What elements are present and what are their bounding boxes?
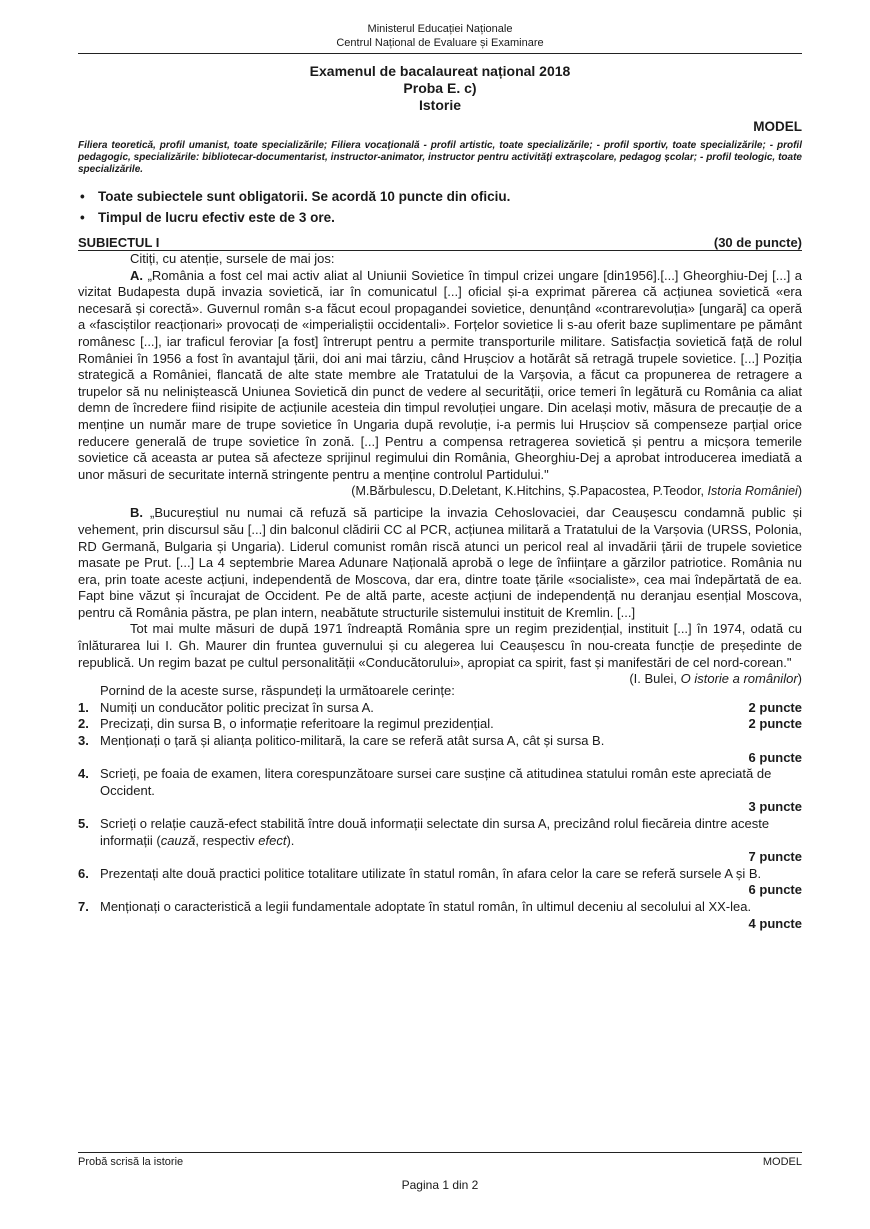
question-text	[100, 816, 802, 849]
page-number: Pagina 1 din 2	[401, 1178, 479, 1192]
question-text: Menționați o caracteristică a legii fundamentale adoptate în statul român, în ultimul deceniu al secolului al XX-lea.	[100, 898, 752, 914]
intro-text: Citiți, cu atenție, sursele de mai jos:	[130, 251, 335, 266]
source-b-author: (I. Bulei,	[629, 671, 681, 687]
ministry-name: Ministerul Educației Naționale	[367, 23, 513, 35]
header-divider	[78, 53, 802, 54]
question-text: Precizați, din sursa B, o informație referitoare la regimul prezidențial.	[100, 716, 494, 732]
filiera-text: Filiera teoretică, profil umanist, toate specializările; Filiera vocațională - profil artistic, toate specializările; - profil sportiv, toate specializările; - profil pedagogic, specializările: bibliotecar-documentarist, instructor-animator, instructor pentru activități extrașcolare, pedagog școlar; - profil teologic, toate specializările.	[78, 140, 802, 175]
center-name: Centrul Național de Evaluare și Examinare	[336, 37, 544, 49]
source-b-text2: Tot mai multe măsuri de după 1971 îndreaptă România spre un regim prezidențial, instituit [...] în 1974, odată cu înlăturarea lui I. Gh. Maurer din fruntea guvernului și cu alegerea lui Ceaușescu în nou-creata funcție de președinte de republică. Un regim bazat pe cultul personalității «Conducătorului», apropiat ca spirit, fast și manifestări de cel nord-corean."	[78, 621, 802, 670]
footer-left: Probă scrisă la istorie	[78, 1156, 184, 1168]
question-text: Numiți un conducător politic precizat în sursa A.	[100, 699, 374, 715]
question-italic-cause: cauză	[160, 832, 196, 848]
rule-item: • Timpul de lucru efectiv este de 3 ore.	[78, 207, 802, 228]
question-points: 6 puncte	[748, 749, 802, 765]
question-number: 2.	[78, 716, 89, 732]
model-label: MODEL	[753, 119, 802, 134]
rules-list	[78, 186, 802, 228]
source-a-close: )	[797, 484, 802, 499]
source-a-authors: (M.Bărbulescu, D.Deletant, K.Hitchins, Ș.Papacostea, P.Teodor,	[351, 484, 708, 499]
question-number: 1.	[78, 699, 89, 715]
question-points: 6 puncte	[748, 882, 802, 898]
question-text: Menționați o țară și alianța politico-militară, la care se referă atât sursa A, cât și sursa B.	[100, 733, 605, 749]
source-b	[78, 505, 802, 621]
exam-title: Examenul de bacalaureat național 2018	[309, 63, 571, 79]
question-item	[78, 716, 802, 733]
ministry-header	[78, 22, 802, 50]
question-italic-effect: efect	[258, 832, 287, 848]
question-text: Scrieți, pe foaia de examen, litera corespunzătoare sursei care susține că atitudinea statului român este apreciată de Occident.	[100, 766, 772, 798]
source-b-text1: „Bucureștiul nu numai că refuză să participe la invazia Cehoslovaciei, dar Ceaușescu condamnă public și vehement, prin discursul său [...] din balconul clădirii CC al PCR, acțiunea militară a Tratatului de la Varșovia (URSS, Polonia, RD Germană, Bulgaria și Ungaria). Liderul comunist român riscă atunci un pericol real al invadării țării de trupele sovietice masate pe Prut. [...] La 4 septembrie Marea Adunare Națională aprobă o lege de înființare a gărzilor patriotice. România nu era, prin toate aceste acțiuni, independentă de Moscova, dar era, dintre toate țările «socialiste», cea mai îndepărtată de ea. Fapt bine văzut și încurajat de Occident. Pe de altă parte, aceste acțiuni de independență nu deranjau esențial Moscova, pentru că România păstra, pe plan intern, neabătute structurile sistemului instituit de Kremlin. [...]	[78, 505, 802, 620]
question-item	[78, 700, 802, 717]
question-text: Prezentați alte două practici politice totalitare utilizate în statul român, în afara celor la care se referă sursele A și B.	[100, 865, 762, 881]
section-name: SUBIECTUL I	[78, 235, 160, 250]
question-item	[78, 816, 802, 849]
question-text-part: ).	[286, 832, 295, 848]
question-number: 6.	[78, 865, 89, 881]
exam-proba: Proba E. c)	[403, 80, 477, 96]
question-item	[78, 866, 802, 883]
source-a-book: Istoria României	[707, 484, 798, 499]
source-a-label: A.	[130, 267, 143, 283]
question-points: 2 puncte	[748, 699, 802, 715]
question-text-part: Scrieți o relație cauză-efect stabilită între două informații selectate din sursa A, precizând rolul fiecăreia dintre aceste informații (	[100, 816, 770, 848]
page-footer	[78, 1152, 802, 1192]
question-points: 4 puncte	[748, 915, 802, 931]
question-number: 3.	[78, 733, 89, 749]
question-points: 2 puncte	[748, 716, 802, 732]
source-a-text: „România a fost cel mai activ aliat al Uniunii Sovietice în timpul crizei ungare [din1956].[...] Gheorghiu-Dej [...] a vizitat Budapesta după invazia sovietică, iar în comunicatul [...] oficial și-a exprimat părerea că acțiunea sovietică «era necesară și corectă». Guvernul român s-a făcut ecoul propagandei sovietice, denunțând «contrarevoluția» [ungară] ca operă a «fasciștilor reacționari» provocați de «imperialiștii occidentali». Forțelor sovietice li s-au oferit baze suplimentare pe pământ românesc [...], iar traficul feroviar [a fost] întrerupt pentru a permite transporturile militare. Satisfacția sovietică față de rolul României în 1956 a fost în avantajul țării, doi ani mai târziu, când Hrușciov a hotărât să retragă trupele sovietice. [...] Poziția strategică a României, flancată de alte state membre ale Tratatului de la Varșovia, a făcut ca propunerea de retragere a trupelor să nu neliniștească Uniunea Sovietică din punct de vedere al securității, orice temeri în legătură cu România ca aliat demn de încredere fiind risipite de acțiunile acesteia din timpul revoluției ungare. Din același motiv, măsura de precauție de a menține un număr mare de trupe sovietice în Ungaria după revoluție, i-a permis lui Hrușciov să compenseze parțial orice reducere generală de trupe sovietice în zonă. [...] Pentru a compensa retragerea sovietică și pentru a micșora temerile sovietice că aceasta ar putea să afecteze sprijinul regimului din România, Gheorghiu-Dej a aprobat introducerea imediată a unor măsuri de securitate internă stringente pentru a menține controlul Partidului."	[78, 267, 802, 482]
task-intro: Pornind de la aceste surse, răspundeți la următoarele cerințe:	[100, 683, 455, 699]
rule-item: • Toate subiectele sunt obligatorii. Se acordă 10 puncte din oficiu.	[78, 186, 802, 207]
exam-page	[78, 22, 802, 932]
source-b-close: )	[797, 671, 802, 687]
source-a	[78, 268, 802, 484]
question-number: 5.	[78, 816, 89, 831]
section-points: (30 de puncte)	[713, 235, 802, 250]
exam-subject: Istorie	[418, 97, 461, 113]
question-points: 3 puncte	[748, 799, 802, 815]
questions-list	[78, 700, 802, 932]
source-b-label: B.	[130, 505, 143, 521]
question-text-part: , respectiv	[195, 832, 259, 848]
question-points: 7 puncte	[748, 849, 802, 865]
question-number: 7.	[78, 898, 89, 914]
source-b-paragraph2	[78, 621, 802, 687]
source-b-citation	[577, 671, 802, 688]
question-item	[78, 899, 802, 916]
question-item	[78, 766, 802, 799]
source-b-book: O istorie a românilor	[680, 671, 798, 687]
question-item	[78, 733, 802, 750]
question-number: 4.	[78, 766, 89, 782]
source-a-citation	[78, 483, 802, 499]
footer-row	[78, 1152, 802, 1168]
footer-right: MODEL	[762, 1156, 802, 1168]
section-heading	[78, 235, 802, 251]
